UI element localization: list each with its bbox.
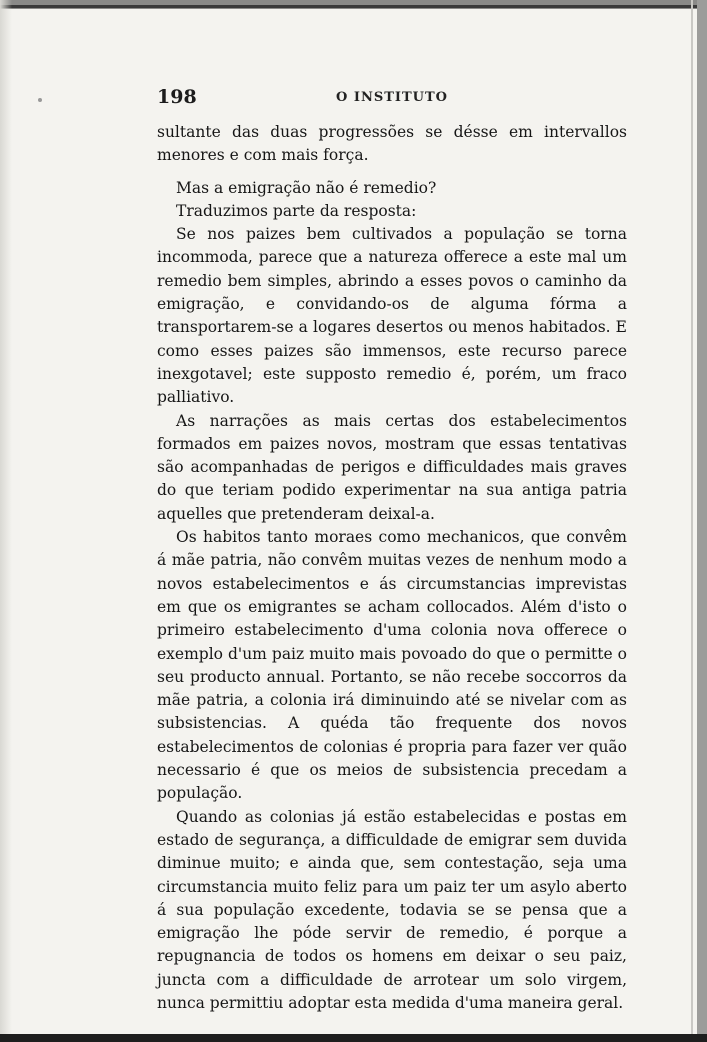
paper-speck bbox=[38, 98, 42, 102]
paragraph-colonies: Quando as colonias já estão estabelecidas e postas em estado de segurança, a difficuldade de emigrar sem duvida diminue muito; e ainda que, sem contestação, seja uma circumstancia muito feliz para um paiz ter um asylo aberto á sua população excedente, todavia se se pensa que a emigração lhe póde servir de remedio, é porque a repugnancia de todos os homens em deixar o seu paiz, juncta com a difficuldade de arrotear um solo virgem, nunca permittiu adoptar esta medida d'uma maneira geral. bbox=[157, 807, 627, 1012]
paragraph-intro: Traduzimos parte da resposta: bbox=[176, 201, 417, 220]
page-edge-line bbox=[691, 0, 693, 1042]
paragraph-habits: Os habitos tanto moraes como mechanicos, que convêm á mãe patria, não convêm muitas vezes de nenhum modo a novos estabelecimentos e ás circumstancias imprevistas em que os emigrantes se acham collocados. Além d'isto o primeiro estabelecimento d'uma colonia nova offerece o exemplo d'um paiz muito mais povoado do que o permitte o seu producto annual. Portanto, se não recebe soccorros da mãe patria, a colonia irá diminuindo até se nivelar com as subsistencias. A quéda tão frequente dos novos estabelecimentos de colonias é propria para fazer ver quão necessario é que os meios de subsistencia precedam a população. bbox=[157, 528, 627, 803]
scan-bottom-edge bbox=[0, 1034, 707, 1042]
paragraph-emigration-remedy: Se nos paizes bem cultivados a população se torna incommoda, parece que a natureza offerece a este mal um remedio bem simples, abrindo a esses povos o caminho da emigração, e convidando-os de alguma fórma a transportarem-se a logares desertos ou menos habitados. E como esses paizes são immensos, este recurso parece inexgotavel; este supposto remedio é, porém, um fraco palliativo. bbox=[157, 225, 627, 407]
page-gutter-shadow bbox=[0, 0, 12, 1042]
paragraph-question: Mas a emigração não é remedio? bbox=[176, 178, 437, 197]
scan-right-edge bbox=[697, 0, 707, 1042]
page-number: 198 bbox=[157, 86, 197, 108]
scan-top-edge-line bbox=[0, 5, 707, 8]
paragraph-continuation: sultante das duas progressões se désse em intervallos menores e com mais força. bbox=[157, 123, 627, 165]
scan-top-edge bbox=[0, 0, 707, 9]
page-header bbox=[157, 86, 627, 112]
body-text bbox=[157, 121, 627, 1015]
paragraph-narratives: As narrações as mais certas dos estabelecimentos formados em paizes novos, mostram que essas tentativas são acompanhadas de perigos e difficuldades mais graves do que teriam podido experimentar na sua antiga patria aquelles que pretenderam deixal-a. bbox=[157, 411, 627, 523]
running-head: O INSTITUTO bbox=[336, 90, 448, 105]
